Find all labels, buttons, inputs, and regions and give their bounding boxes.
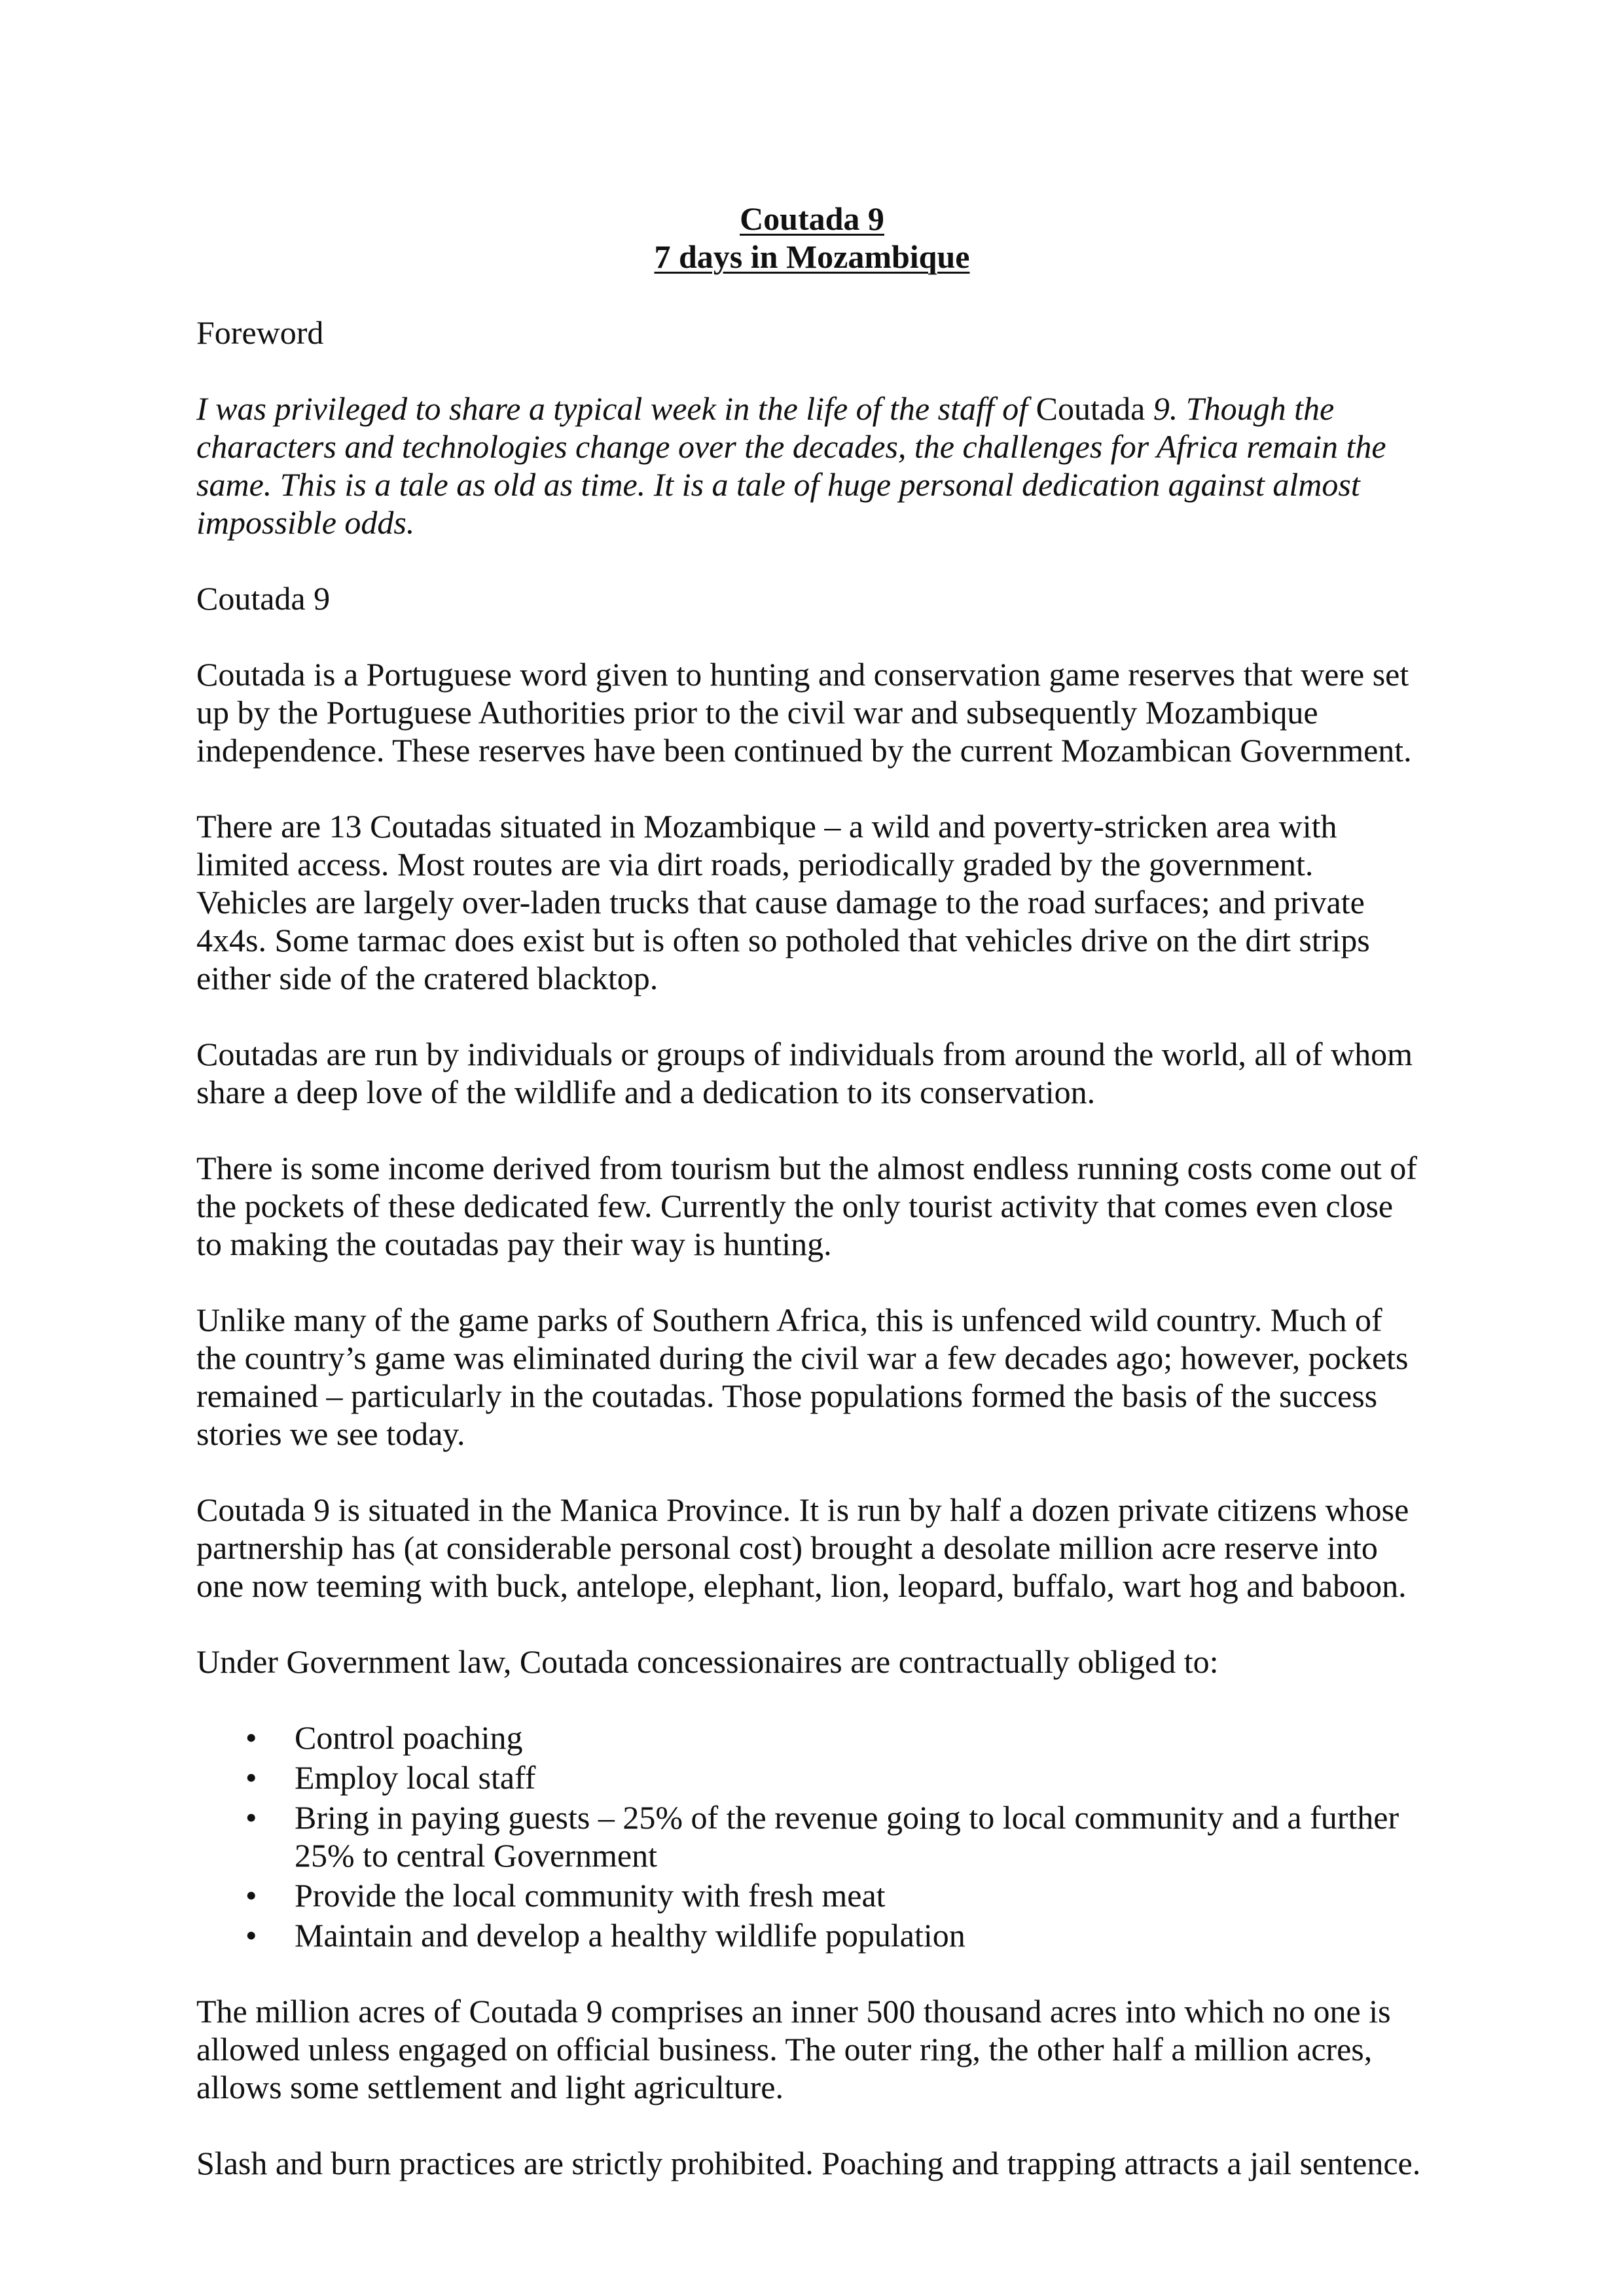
list-item	[196, 1719, 1428, 1757]
paragraph-line: Unlike many of the game parks of Southern Africa, this is unfenced wild country. Much of	[196, 1302, 1382, 1338]
paragraph-line: share a deep love of the wildlife and a dedication to its conservation.	[196, 1074, 1096, 1110]
bullet-icon: •	[245, 1877, 257, 1914]
list-item-text: Employ local staff	[295, 1759, 536, 1796]
paragraph-line: limited access. Most routes are via dirt roads, periodically graded by the government.	[196, 846, 1314, 883]
paragraph	[196, 1149, 1428, 1263]
title-text: Coutada 9	[740, 200, 884, 237]
paragraph-line: remained – particularly in the coutadas. Those populations formed the basis of the success	[196, 1377, 1378, 1414]
list-item-text: Control poaching	[295, 1719, 523, 1756]
paragraph-line: the pockets of these dedicated few. Currently the only tourist activity that comes even close	[196, 1188, 1394, 1224]
obligations-lead	[196, 1643, 1428, 1681]
paragraph-line: Coutadas are run by individuals or groups of individuals from around the world, all of whom	[196, 1036, 1413, 1072]
foreword-intro-line: characters and technologies change over the decades, the challenges for Africa remain the	[196, 428, 1386, 465]
list-item	[196, 1758, 1428, 1796]
paragraph	[196, 655, 1428, 769]
paragraph-line: independence. These reserves have been continued by the current Mozambican Government.	[196, 732, 1412, 769]
paragraph-line: to making the coutadas pay their way is hunting.	[196, 1226, 832, 1262]
list-item-text: 25% to central Government	[295, 1837, 657, 1874]
foreword-intro-line	[196, 390, 1428, 428]
subtitle-text: 7 days in Mozambique	[654, 238, 970, 275]
bullet-icon: •	[245, 1759, 257, 1796]
list-item-text: Maintain and develop a healthy wildlife population	[295, 1917, 965, 1954]
paragraph-line: up by the Portuguese Authorities prior to the civil war and subsequently Mozambique	[196, 694, 1318, 731]
obligations-list	[196, 1719, 1428, 1954]
title-line-1	[196, 200, 1428, 238]
paragraph	[196, 2144, 1428, 2182]
paragraph-line: Coutada 9 is situated in the Manica Province. It is run by half a dozen private citizens whose	[196, 1491, 1409, 1528]
paragraph	[196, 807, 1428, 997]
paragraph	[196, 1491, 1428, 1605]
bullet-icon: •	[245, 1719, 257, 1756]
foreword-intro-text: 9. Though the	[1145, 390, 1335, 427]
paragraph-line: There is some income derived from tourism but the almost endless running costs come out of	[196, 1150, 1417, 1186]
paragraph-line: 4x4s. Some tarmac does exist but is often so potholed that vehicles drive on the dirt strips	[196, 922, 1370, 958]
paragraph	[196, 1035, 1428, 1111]
list-item	[196, 1876, 1428, 1914]
paragraph	[196, 1992, 1428, 2106]
bullet-icon: •	[245, 1799, 257, 1836]
paragraph-line: Coutada is a Portuguese word given to hunting and conservation game reserves that were set	[196, 656, 1409, 693]
list-item-text: Provide the local community with fresh meat	[295, 1877, 886, 1914]
paragraph-line: the country’s game was eliminated during the civil war a few decades ago; however, pockets	[196, 1339, 1409, 1376]
foreword-heading	[196, 314, 1428, 352]
paragraph-line: There are 13 Coutadas situated in Mozambique – a wild and poverty-stricken area with	[196, 808, 1337, 845]
paragraph-line: partnership has (at considerable personal cost) brought a desolate million acre reserve into	[196, 1529, 1378, 1566]
document-body	[196, 200, 1428, 2220]
paragraph-line: allows some settlement and light agriculture.	[196, 2069, 784, 2105]
foreword-intro	[196, 390, 1428, 541]
paragraph-line: The million acres of Coutada 9 comprises an inner 500 thousand acres into which no one is	[196, 1993, 1391, 2030]
paragraph	[196, 1301, 1428, 1453]
foreword-intro-line: impossible odds.	[196, 504, 415, 541]
foreword-intro-line: same. This is a tale as old as time. It is a tale of huge personal dedication against almost	[196, 466, 1360, 503]
paragraph-line: allowed unless engaged on official business. The outer ring, the other half a million acres,	[196, 2031, 1373, 2068]
section-heading	[196, 579, 1428, 617]
paragraph-line: one now teeming with buck, antelope, elephant, lion, leopard, buffalo, wart hog and baboon.	[196, 1567, 1407, 1604]
foreword-heading-text: Foreword	[196, 314, 324, 351]
document-title	[196, 200, 1428, 276]
list-item	[196, 1798, 1428, 1874]
foreword-intro-text: I was privileged to share a typical week in the life of the staff of	[196, 390, 1036, 427]
paragraph-line: Under Government law, Coutada concessionaires are contractually obliged to:	[196, 1643, 1219, 1680]
paragraph-line: Vehicles are largely over-laden trucks that cause damage to the road surfaces; and private	[196, 884, 1365, 920]
paragraph-line: either side of the cratered blacktop.	[196, 960, 659, 996]
list-item-text: Bring in paying guests – 25% of the revenue going to local community and a further	[295, 1799, 1399, 1836]
bullet-icon: •	[245, 1917, 257, 1954]
title-line-2	[196, 238, 1428, 276]
list-item	[196, 1916, 1428, 1954]
foreword-intro-upright-text: Coutada	[1036, 390, 1146, 427]
paragraph-line: stories we see today.	[196, 1415, 465, 1452]
paragraph-line: Slash and burn practices are strictly prohibited. Poaching and trapping attracts a jail sentence.	[196, 2145, 1421, 2181]
section-heading-text: Coutada 9	[196, 580, 331, 617]
